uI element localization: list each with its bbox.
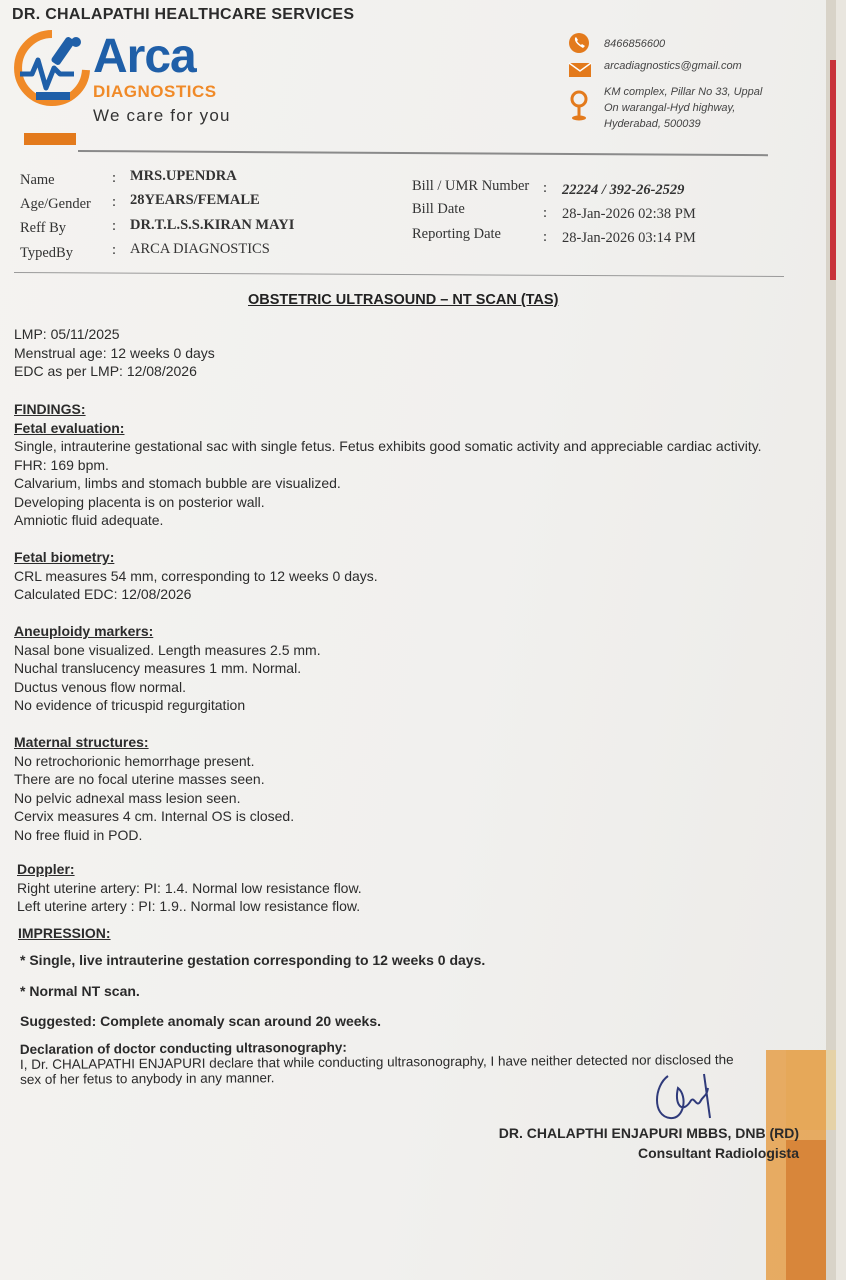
maternal-line: No retrochorionic hemorrhage present. (14, 752, 255, 769)
maternal-line: No pelvic adnexal mass lesion seen. (14, 789, 241, 806)
doppler-heading: Doppler: (17, 861, 75, 877)
fetal-biometry-heading: Fetal biometry: (14, 549, 115, 565)
address-line: On warangal-Hyd highway, (604, 102, 736, 114)
bill-label: Bill / UMR Number (412, 178, 530, 194)
age-label: Age/Gender (20, 196, 91, 212)
orange-accent-bar (24, 133, 76, 145)
doppler-section (17, 860, 362, 916)
address-line: KM complex, Pillar No 33, Uppal (604, 86, 763, 98)
fetal-biometry-section (14, 548, 378, 604)
findings-heading: FINDINGS: (14, 401, 86, 417)
report-page: DR. CHALAPATHI HEALTHCARE SERVICES Arca DIAGNOSTICS We care for you 8466856600 arcadiagnostics@gmail.com KM complex, Pillar No 33, Uppal On warangal-Hyd highway, Hyderabad, 500039 Name : MRS.UPENDRA Age/Gender : 28YEARS/FEMALE Reff By : DR.T.L.S.S.KIRAN MAYI TypedBy : ARCA DIAGNOSTICS Bill / UMR Number : 22224 / 392-26-2529 Bill Date : 28-Jan-2026 02:38 PM Reporting Date : 28-Jan-2026 03:14 PM OBSTETRIC ULTRASOUND – NT SCAN (TAS) LMP: 05/11/2025 Menstrual age: 12 weeks 0 days EDC as per LMP: 12/08/2026 FINDINGS: Fetal evaluation: Single, intrauterine gestational sac with single fetus. Fetus exhibits good somatic activity and appreciable cardiac activity. FHR: 169 bpm. Calvarium, limbs and stomach bubble are visualized. Developing placenta is on posterior wall. Amniotic fluid adequate. Fetal biometry: CRL measures 54 mm, corresponding to 12 weeks 0 days. Calculated EDC: 12/08/2026 Aneuploidy markers: Nasal bone visualized. Length measures 2.5 mm. Nuchal translucency measures 1 mm. Normal. Ductus venous flow normal. No evidence of tricuspid regurgitation Maternal structures: No retrochorionic hemorrhage present. There are no focal uterine masses seen. No pelvic adnexal mass lesion seen. Cervix measures 4 cm. Internal OS is closed. No free fluid in POD. Doppler: Right uterine artery: PI: 1.4. Normal low resistance flow. Left uterine artery : PI: 1.9.. Normal low resistance flow. IMPRESSION: * Single, live intrauterine gestation corresponding to 12 weeks 0 days. * Normal NT scan. Suggested: Complete anomaly scan around 20 weeks. Declaration of doctor conducting ultrasonography: I, Dr. CHALAPATHI ENJAPURI declare that while conducting ultrasonography, I have neither detected nor disclosed the sex of her fetus to anybody in any manner. DR. CHALAPTHI ENJAPURI MBBS, DNB (RD) Consultant Radiologista (0, 0, 836, 1280)
reporting-date-label: Reporting Date (412, 226, 501, 242)
bill-date-label: Bill Date (412, 201, 465, 217)
header-divider (78, 150, 768, 156)
finding-line: Amniotic fluid adequate. (14, 512, 164, 528)
edc-lmp: EDC as per LMP: 12/08/2026 (14, 363, 197, 379)
bill-date-value: 28-Jan-2026 02:38 PM (562, 206, 696, 222)
name-label: Name (20, 172, 55, 188)
aneuploidy-heading: Aneuploidy markers: (14, 623, 154, 639)
declaration-line: sex of her fetus to anybody in any manner. (20, 1070, 275, 1087)
phone-number: 8466856600 (604, 38, 666, 50)
biometry-line: CRL measures 54 mm, corresponding to 12 weeks 0 days. (14, 567, 378, 584)
aneuploidy-line: Nuchal translucency measures 1 mm. Normal. (14, 660, 302, 676)
finding-line: Calvarium, limbs and stomach bubble are visualized. (14, 475, 341, 491)
impression-heading: IMPRESSION: (18, 925, 111, 941)
bill-value: 22224 / 392-26-2529 (562, 182, 685, 198)
arca-logo-icon (14, 30, 90, 113)
doppler-line: Right uterine artery: PI: 1.4. Normal low resistance flow. (17, 879, 362, 896)
lmp-block (14, 325, 215, 381)
organization-name: DR. CHALAPATHI HEALTHCARE SERVICES (12, 6, 355, 23)
menstrual-age: Menstrual age: 12 weeks 0 days (14, 344, 215, 361)
address-line: Hyderabad, 500039 (604, 118, 701, 130)
doctor-name: DR. CHALAPTHI ENJAPURI MBBS, DNB (RD) (498, 1125, 799, 1141)
location-pin-icon (568, 90, 590, 112)
red-edge-strip (830, 60, 836, 280)
aneuploidy-line: Nasal bone visualized. Length measures 2.5 mm. (14, 641, 321, 658)
maternal-section (14, 733, 294, 844)
maternal-line: There are no focal uterine masses seen. (14, 771, 265, 787)
declaration-line: I, Dr. CHALAPATHI ENJAPURI declare that while conducting ultrasonography, I have neither detected nor disclosed the (19, 1052, 734, 1072)
brand-name: Arca (93, 30, 196, 83)
fetal-evaluation-heading: Fetal evaluation: (14, 419, 125, 436)
reff-value: DR.T.L.S.S.KIRAN MAYI (130, 217, 295, 233)
email-address: arcadiagnostics@gmail.com (604, 60, 742, 72)
fetal-evaluation-section (14, 400, 762, 530)
age-value: 28YEARS/FEMALE (130, 192, 260, 208)
finding-line: FHR: 169 bpm. (14, 456, 109, 473)
impression-1: * Single, live intrauterine gestation corresponding to 12 weeks 0 days. (20, 952, 486, 968)
doctor-block (499, 1123, 799, 1163)
lmp: LMP: 05/11/2025 (14, 326, 120, 342)
biometry-line: Calculated EDC: 12/08/2026 (14, 586, 192, 602)
finding-line: Developing placenta is on posterior wall. (14, 493, 265, 510)
email-icon (568, 60, 590, 82)
doppler-line: Left uterine artery : PI: 1.9.. Normal low resistance flow. (17, 898, 361, 914)
typed-label: TypedBy (20, 245, 73, 261)
aneuploidy-line: No evidence of tricuspid regurgitation (14, 697, 246, 713)
reporting-date-value: 28-Jan-2026 03:14 PM (562, 230, 696, 246)
reff-label: Reff By (20, 220, 67, 236)
name-value: MRS.UPENDRA (130, 168, 237, 184)
finding-line: Single, intrauterine gestational sac with single fetus. Fetus exhibits good somatic activity and appreciable cardiac activity. (14, 438, 762, 454)
typed-value: ARCA DIAGNOSTICS (130, 241, 270, 257)
aneuploidy-line: Ductus venous flow normal. (14, 678, 186, 695)
brand-subtitle: DIAGNOSTICS (93, 82, 217, 101)
maternal-line: No free fluid in POD. (14, 826, 143, 843)
address (604, 84, 762, 132)
declaration (20, 1037, 734, 1087)
suggestion: Suggested: Complete anomaly scan around 20 weeks. (20, 1013, 381, 1029)
doctor-title: Consultant Radiologista (638, 1145, 799, 1161)
info-divider (14, 272, 784, 277)
declaration-heading: Declaration of doctor conducting ultrasonography: (19, 1039, 347, 1058)
impression-2: * Normal NT scan. (20, 983, 140, 999)
tagline: We care for you (93, 106, 231, 125)
impression-heading-wrap (18, 924, 111, 943)
maternal-heading: Maternal structures: (14, 734, 149, 750)
report-title: OBSTETRIC ULTRASOUND – NT SCAN (TAS) (248, 292, 559, 308)
phone-icon (568, 32, 590, 54)
aneuploidy-section (14, 622, 321, 715)
maternal-line: Cervix measures 4 cm. Internal OS is closed. (14, 808, 295, 824)
